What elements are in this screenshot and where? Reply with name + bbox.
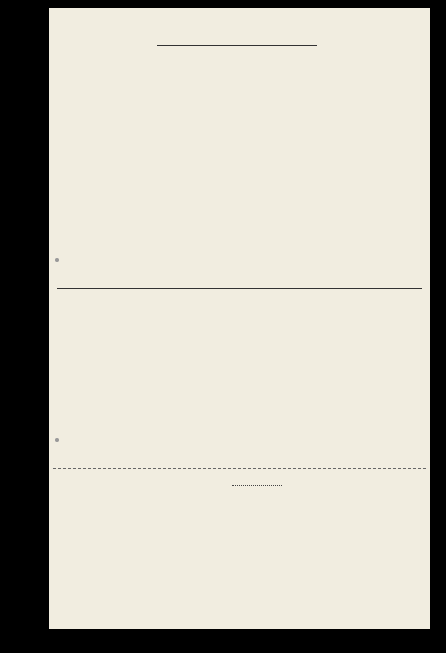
tear-line	[53, 468, 426, 469]
part-d-unit-blank	[232, 485, 282, 486]
part-b-top-rule	[57, 288, 422, 289]
document-page	[49, 8, 430, 629]
punch-hole	[55, 438, 59, 442]
title-underline	[157, 45, 317, 46]
punch-hole	[55, 258, 59, 262]
